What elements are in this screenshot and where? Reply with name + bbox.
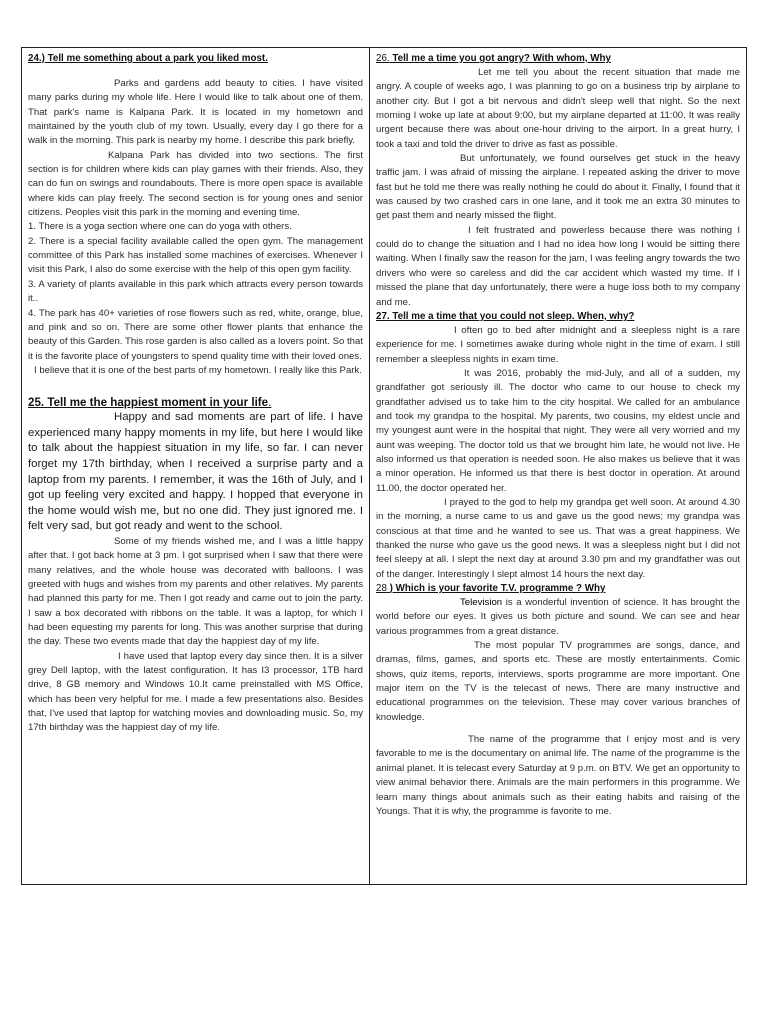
section-24	[28, 52, 363, 378]
list-item: 3. A variety of plants available in this park which attracts every person towards it..	[28, 278, 363, 305]
question-26-title: Tell me a time you got angry? With whom, Why	[392, 53, 611, 64]
question-26-heading	[376, 52, 740, 66]
question-26-number: 26.	[376, 53, 390, 64]
question-28-title: ) Which is your favorite T.V. programme ? Why	[389, 583, 606, 595]
paragraph: I have used that laptop every day since then. It is a silver grey Dell laptop, with the latest configuration. It has I3 processor, 1TB hard drive, 8 GB memory and Windows 10.It came preinstalled with MS Office, which has been very helpful for me. I made a few presentations also. Besides that, I've used that laptop for watching movies and downloading music. So, my 17th birthday was the happiest day of my life.	[28, 650, 363, 734]
right-column	[370, 48, 746, 884]
document-frame	[21, 47, 747, 885]
question-25-title: Tell me the happiest moment in your life	[47, 396, 269, 410]
question-25-heading	[28, 396, 363, 410]
paragraph: But unfortunately, we found ourselves get stuck in the heavy traffic jam. I was afraid of missing the airplane. I repeated asking the driver to move fast but he told me there was really nothing he could do about it. Finally, I found that it was caused by two crashed cars in one lane, and it took me an extra 30 minutes to get past them and nearly missed the flight.	[376, 153, 740, 222]
section-25-continued	[28, 535, 363, 736]
paragraph: Happy and sad moments are part of life. I have experienced many happy moments in my life, but here I would like to talk about the happiest situation in my life, so far. I can never forget my 17th birthday, when I received a surprise party and a laptop from my parents. I remember, it was the 16th of July, and I got up feeling very excited and happy. I hopped that everyone in the home would wish me, but no one did. They just ignored me. I felt very sad, but got ready and went to the school.	[28, 411, 363, 533]
section-27	[376, 310, 740, 582]
paragraph: The most popular TV programmes are songs, dance, and dramas, films, games, and sports etc. These are mostly entertainments. Comic shows, quiz items, reports, interviews, sports programme are more important. One major item on the TV is the telecast of news. There are many instructive and educational programmes on the television. These may cover various branches of knowledge.	[376, 640, 740, 723]
paragraph: I felt frustrated and powerless because there was nothing I could do to change the situation and I had no idea how long I would be sitting there waiting. When I finally saw the reason for the jam, I was feeling angry towards the two drivers who were so careless and did the car accident which wasted my time. If I missed the plane that day unfortunately, there were a huge loss both to my company and me.	[376, 224, 740, 308]
paragraph	[376, 596, 740, 639]
left-column	[22, 48, 370, 884]
question-24-title: Tell me something about a park you liked most.	[47, 53, 268, 64]
paragraph: I believe that it is one of the best parts of my hometown. I really like this Park.	[34, 364, 362, 376]
paragraph: Some of my friends wished me, and I was a little happy after that. I got back home at 3 pm. I got surprised when I saw that there were many relatives, and the whole house was decorated with balloons. I was greeted with hugs and wishes from my parents and other relatives. My parents had planned this party for me. Then I got ready and came out to join the party. I saw a box decorated with ribbons on the table. It was a laptop, for which I had been equesting my parents for long. This was another surprise that during the day. These two events made that day the happiest day of my life.	[28, 535, 363, 648]
list-item: 4. The park has 40+ varieties of rose flowers such as red, white, orange, blue, and pink and so on. There are some other flower plants that enhance the beauty of this Garden. This rose garden is also called as a lovers point. So that it is the favorite place of youngsters to spend quality time with their loved ones.	[28, 307, 363, 362]
paragraph: Let me tell you about the recent situation that made me angry. A couple of weeks ago, I was planning to go on a business trip by airplane to another city. But I got a bit nervous and didn't sleep well that night. So the next morning I woke up late at about 9:00, but my airplane departed at 11:00. It was really urgent because there was about one-hour driving to the airport. In a great hurry, I took a taxi and told the driver to drive as fast as possible.	[376, 67, 740, 150]
question-25-period: .	[268, 396, 272, 410]
section-26	[376, 52, 740, 310]
question-28-heading	[376, 582, 740, 596]
list-item: 1. There is a yoga section where one can do yoga with others.	[28, 221, 292, 233]
paragraph: Kalpana Park has divided into two sections. The first section is for children where kids can play games with their friends. Also, they can do fun on swings and roundabouts. There is more open space is available where kids can play freely. The second section is for young ones and senior citizens. Peoples visit this park in the morning and evening time.	[28, 149, 363, 219]
question-25-number: 25.	[28, 396, 45, 410]
question-27-title: Tell me a time that you could not sleep. When, why?	[392, 310, 635, 322]
paragraph-lead-word: Television	[460, 597, 503, 609]
question-24-number: 24.)	[28, 53, 45, 64]
paragraph-text: is a wonderful invention of science. It has brought the world before our eyes. It gives us both picture and sound. We can see and hear various programmes from a great distance.	[376, 597, 740, 637]
section-28	[376, 582, 740, 819]
list-item: 2. There is a special facility available called the open gym. The management committee of this Park has installed some machines of exercises. Whenever I visit this Park, I also do some exercise with the help of this open gym facility.	[28, 235, 363, 276]
question-24-heading	[28, 52, 363, 66]
section-25	[28, 396, 363, 535]
paragraph: It was 2016, probably the mid-July, and all of a sudden, my grandfather got seriously ill. The doctor who came to our house to check my grandfather advised us to take him to the city hospital. We called for an ambulance and took my grandpa to the hospital. My parents, two cousins, my eldest uncle and my youngest aunt were in the hospital that night. They were all very worried and my aunt was weeping. The doctor told us that we brought him late, he would not live. He also informed us that operation is needed soon. He also makes us believe that it was a minor operation. He informed us that there is best doctor in operation. At around 11.00, the doctor operated her.	[376, 367, 740, 494]
paragraph: I prayed to the god to help my grandpa get well soon. At around 4.30 in the morning, a nurse came to us and gave us the good news; my grandpa was conscious at that time and he wanted to see us. That was a great happiness. We thanked the nurse who gave us the good news. It was a sleepless night but I did not feel sleepy at all. I slept the next day at around 3.30 pm and my grandfather was out of the danger. Interestingly I slept almost 14 hours the next day.	[376, 496, 740, 580]
question-27-number: 27.	[376, 310, 390, 322]
paragraph: The name of the programme that I enjoy most and is very favorable to me is the documentary on animal life. The name of the programme is the animal planet. It is telecast every Saturday at 9 p.m. on BTV. We get an opportunity to view animal behavior there. Animals are the main performers in this programme. We learn many things about animals such as their eating habits and raising of the Youngs. That it is why, the programme is favorite to me.	[376, 734, 740, 817]
question-28-number: 28	[376, 583, 387, 595]
paragraph: Parks and gardens add beauty to cities. I have visited many parks during my whole life. Here I would like to talk about one of them. That park's name is Kalpana Park. It is located in my hometown and maintained by the youth club of my town. Usually, every day I go there for a walk in the morning. This park is nearby my home. I describe this park briefly.	[28, 78, 363, 147]
paragraph: I often go to bed after midnight and a sleepless night is a rare experience for me. I sometimes awake during whole night in the time of exam. I still remember a sleepless nights in exam time.	[376, 324, 740, 365]
question-27-heading	[376, 310, 740, 324]
